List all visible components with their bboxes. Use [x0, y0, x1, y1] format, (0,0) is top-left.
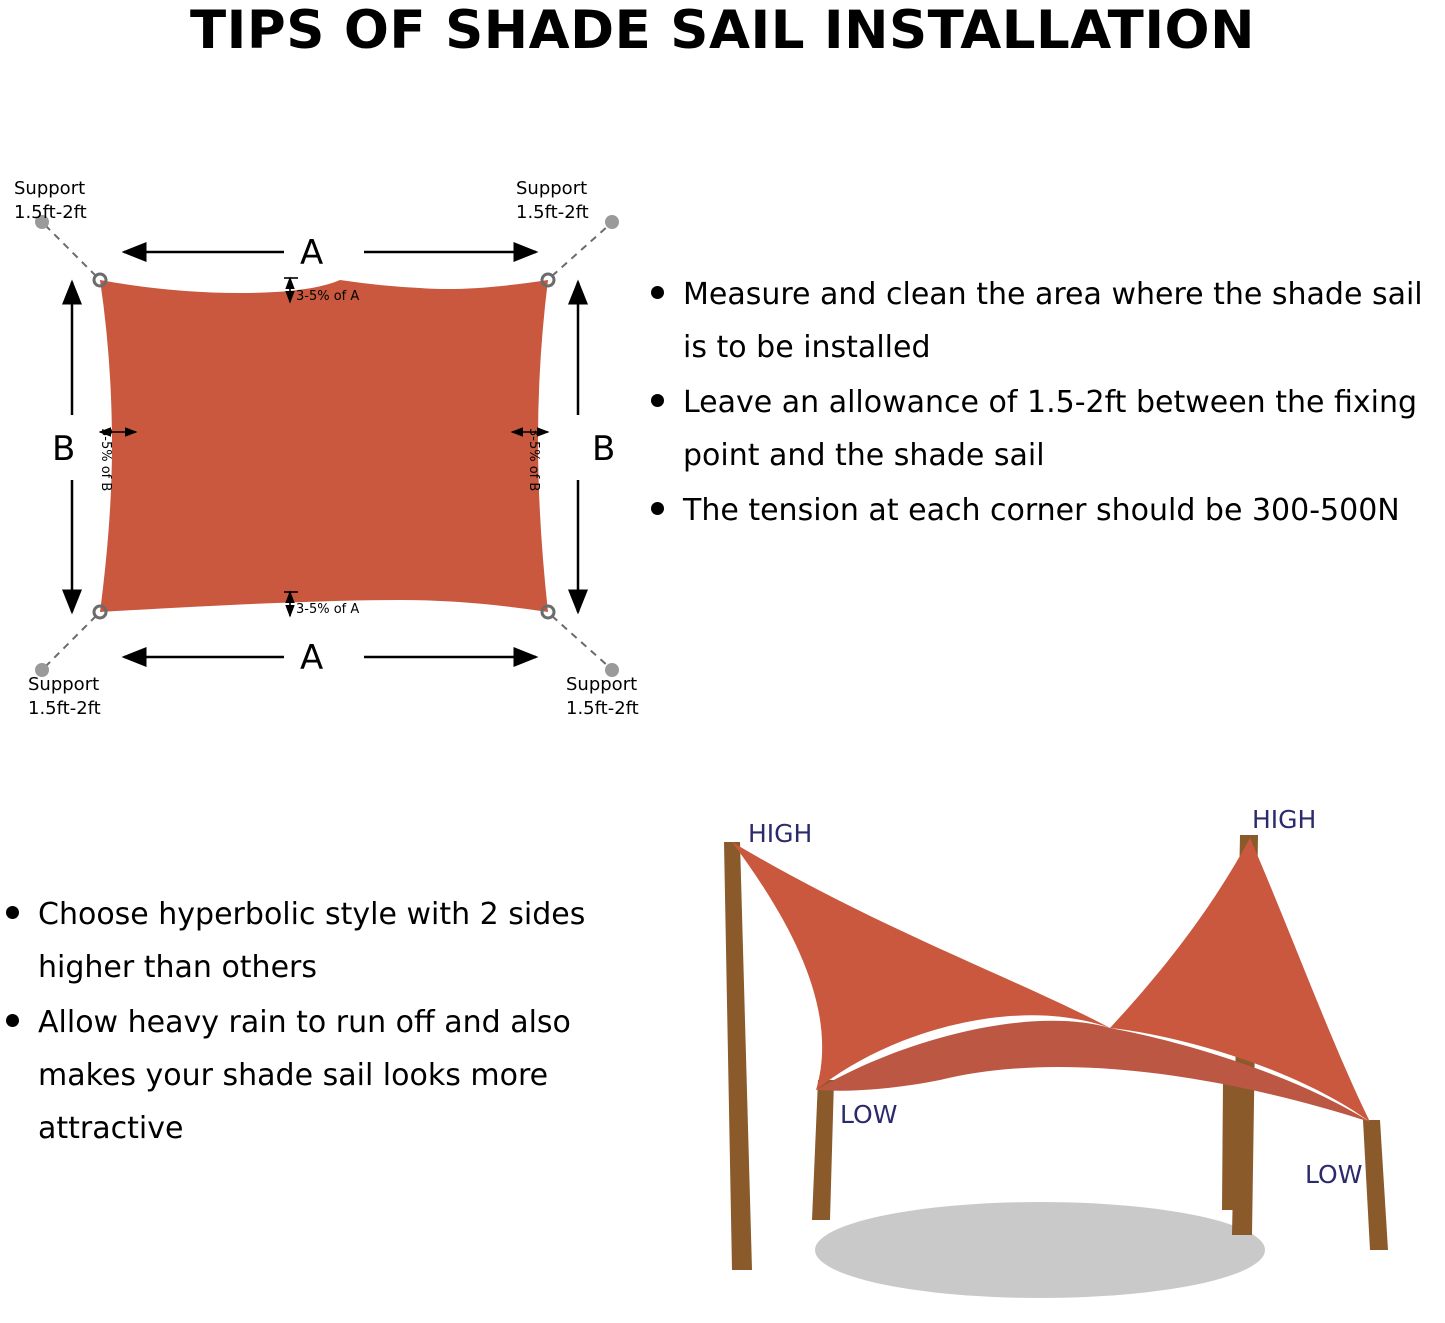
support-label-text: Support	[516, 178, 588, 199]
support-label-value: 1.5ft-2ft	[566, 698, 639, 719]
sail-shape-clean	[100, 280, 548, 612]
label-low-right: LOW	[1305, 1160, 1363, 1189]
ground-shadow	[815, 1202, 1265, 1298]
dimension-a-bottom-label: A	[300, 638, 324, 678]
support-label-bottom-right	[566, 674, 639, 719]
support-label-bottom-left	[28, 674, 101, 719]
curvature-note-left-label: 3-5% of B	[98, 428, 113, 492]
hyperbolic-shade-sail-illustration	[640, 780, 1445, 1319]
support-label-text: Support	[14, 178, 86, 199]
page-title: TIPS OF SHADE SAIL INSTALLATION	[190, 0, 1255, 61]
support-label-top-left	[14, 178, 87, 223]
post-low-right	[1363, 1120, 1388, 1250]
dimension-b-left	[52, 282, 75, 612]
support-label-value: 1.5ft-2ft	[28, 698, 101, 719]
label-low-left: LOW	[840, 1100, 898, 1129]
dimension-a-bottom	[124, 638, 536, 678]
label-high-right: HIGH	[1252, 805, 1317, 834]
support-label-top-right	[516, 178, 589, 223]
support-label-value: 1.5ft-2ft	[516, 202, 589, 223]
list-item: The tension at each corner should be 300-500N	[645, 484, 1445, 537]
curvature-note-bottom-label: 3-5% of A	[296, 602, 360, 617]
dimension-a-top-label: A	[300, 233, 324, 273]
support-label-text: Support	[566, 674, 638, 695]
post-high-left	[724, 842, 752, 1270]
curvature-note-top-label: 3-5% of A	[296, 289, 360, 304]
dimension-b-left-label: B	[52, 429, 76, 469]
curvature-note-right-label: 3-5% of B	[526, 428, 541, 492]
support-label-text: Support	[28, 674, 100, 695]
shade-sail-dimension-diagram	[0, 160, 680, 730]
label-high-left: HIGH	[748, 819, 813, 848]
sail-canopy	[732, 838, 1370, 1122]
installation-tips-list	[645, 268, 1445, 539]
dimension-a-top	[124, 233, 536, 273]
dimension-b-right	[578, 282, 615, 612]
post-mid-right	[1222, 1080, 1240, 1210]
list-item: Measure and clean the area where the shade sail is to be installed	[645, 268, 1445, 374]
dimension-b-right-label: B	[592, 429, 616, 469]
support-label-value: 1.5ft-2ft	[14, 202, 87, 223]
list-item: Allow heavy rain to run off and also makes your shade sail looks more attractive	[0, 996, 620, 1155]
list-item: Choose hyperbolic style with 2 sides higher than others	[0, 888, 620, 994]
hyperbolic-tips-list	[0, 888, 620, 1157]
post-low-left	[812, 1080, 834, 1220]
list-item: Leave an allowance of 1.5-2ft between the fixing point and the shade sail	[645, 376, 1445, 482]
